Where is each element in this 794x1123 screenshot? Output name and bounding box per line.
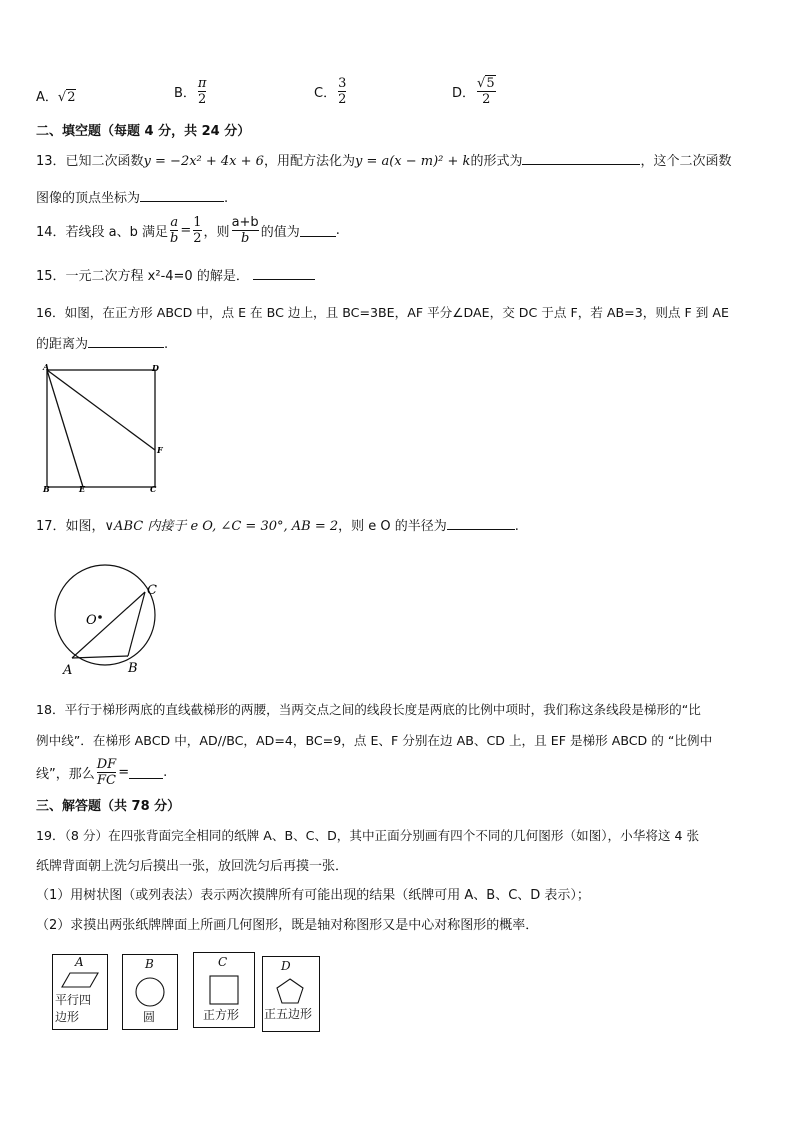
label-e: E bbox=[79, 484, 86, 493]
card-b bbox=[122, 954, 178, 1030]
segment-ab bbox=[72, 656, 128, 658]
question-16-line2: 的距离为 . bbox=[36, 337, 169, 352]
card-letter: C bbox=[218, 955, 228, 969]
answer-blank[interactable] bbox=[129, 766, 163, 779]
segment-bc bbox=[128, 592, 145, 656]
circle-o bbox=[55, 565, 155, 665]
center-point bbox=[98, 615, 102, 619]
question-15: 15．一元二次方程 x²-4=0 的解是． bbox=[36, 265, 315, 284]
circle-icon bbox=[133, 975, 167, 1009]
question-19-part1: （1）用树状图（或列表法）表示两次摸牌所有可能出现的结果（纸牌可用 A、B、C、D 表示）； bbox=[36, 888, 590, 903]
pentagon-icon bbox=[275, 977, 305, 1005]
card-c bbox=[193, 952, 255, 1028]
label-a: A bbox=[63, 663, 73, 678]
card-d bbox=[262, 956, 320, 1032]
parallelogram-icon bbox=[60, 971, 100, 989]
segment-af bbox=[47, 370, 155, 450]
question-17: 17．如图，∨ABC 内接于 e O, ∠C = 30°, AB = 2，则 e O 的半径为 . bbox=[36, 519, 519, 534]
card-letter: D bbox=[281, 959, 291, 973]
label-c: C bbox=[150, 484, 157, 493]
square-icon bbox=[207, 973, 241, 1007]
section-3-title: 三、解答题（共 78 分） bbox=[36, 799, 181, 814]
answer-blank[interactable] bbox=[88, 335, 164, 348]
question-19-line1: 19．（8 分）在四张背面完全相同的纸牌 A、B、C、D，其中正面分别画有四个不同的几何图形（如图），小华将这 4 张 bbox=[36, 828, 700, 843]
section-2-title: 二、填空题（每题 4 分，共 24 分） bbox=[36, 124, 251, 139]
square-figure bbox=[38, 363, 168, 493]
label-o: O bbox=[86, 613, 97, 628]
choice-d: D． $\frac{√5}{2}$ bbox=[452, 76, 495, 107]
square-abcd bbox=[47, 370, 155, 487]
answer-blank[interactable] bbox=[300, 224, 336, 237]
card-name: 正五边形 bbox=[264, 1007, 313, 1021]
label-d: D bbox=[152, 363, 159, 373]
label-b: B bbox=[43, 484, 50, 493]
question-19-line2: 纸牌背面朝上洗匀后摸出一张，放回洗匀后再摸一张． bbox=[36, 859, 349, 874]
answer-blank[interactable] bbox=[253, 267, 315, 280]
question-18-line2: 例中线”．在梯形 ABCD 中，AD//BC，AD=4，BC=9，点 E、F 分别在边 AB、CD 上，且 EF 是梯形 ABCD 的 “比例中 bbox=[36, 733, 713, 748]
label-b: B bbox=[128, 661, 138, 676]
card-name-line2: 边形 bbox=[55, 1010, 80, 1024]
circle-figure bbox=[48, 548, 178, 678]
answer-blank[interactable] bbox=[447, 517, 515, 530]
question-19-part2: （2）求摸出两张纸牌牌面上所画几何图形，既是轴对称图形又是中心对称图形的概率． bbox=[36, 918, 539, 933]
segment-ac bbox=[72, 592, 145, 658]
question-16-line1: 16．如图，在正方形 ABCD 中，点 E 在 BC 边上，且 BC=3BE，AF 平分∠DAE，交 DC 于点 F，若 AB=3，则点 F 到 AE bbox=[36, 305, 729, 320]
label-a: A bbox=[43, 363, 50, 372]
card-name: 平行四 bbox=[55, 993, 92, 1007]
choice-c: C． $\frac{3}{2}$ bbox=[314, 76, 347, 107]
card-letter: A bbox=[75, 955, 84, 969]
label-f: F bbox=[157, 445, 163, 455]
choice-a-radicand: 2 bbox=[67, 90, 76, 105]
card-a bbox=[52, 954, 108, 1030]
question-18-line3: 线”，那么 $\frac{DF}{FC}$ = . bbox=[36, 757, 168, 788]
label-c: C bbox=[147, 583, 157, 598]
question-14: 14．若线段 a、b 满足 $\frac{a}{b}$ = $\frac{1}{2}$ ，则 $\frac{a+b}{b}$ 的值为 . bbox=[36, 215, 340, 246]
answer-blank[interactable] bbox=[140, 189, 224, 202]
choice-a: A．√2 bbox=[36, 90, 76, 105]
card-name: 圆 bbox=[143, 1010, 156, 1024]
segment-ae bbox=[47, 370, 83, 487]
choice-b: B． $\frac{\pi}{2}$ bbox=[174, 76, 207, 107]
card-letter: B bbox=[145, 957, 154, 971]
answer-blank[interactable] bbox=[522, 152, 640, 165]
question-18-line1: 18．平行于梯形两底的直线截梯形的两腰，当两交点之间的线段长度是两底的比例中项时，我们称这条线段是梯形的“比 bbox=[36, 702, 701, 717]
question-13-line1: 13．已知二次函数y = −2x² + 4x + 6，用配方法化为y = a(x − m)² + k的形式为 ，这个二次函数 bbox=[36, 154, 732, 169]
question-13-line2: 图像的顶点坐标为 . bbox=[36, 191, 229, 206]
card-name: 正方形 bbox=[203, 1008, 240, 1022]
